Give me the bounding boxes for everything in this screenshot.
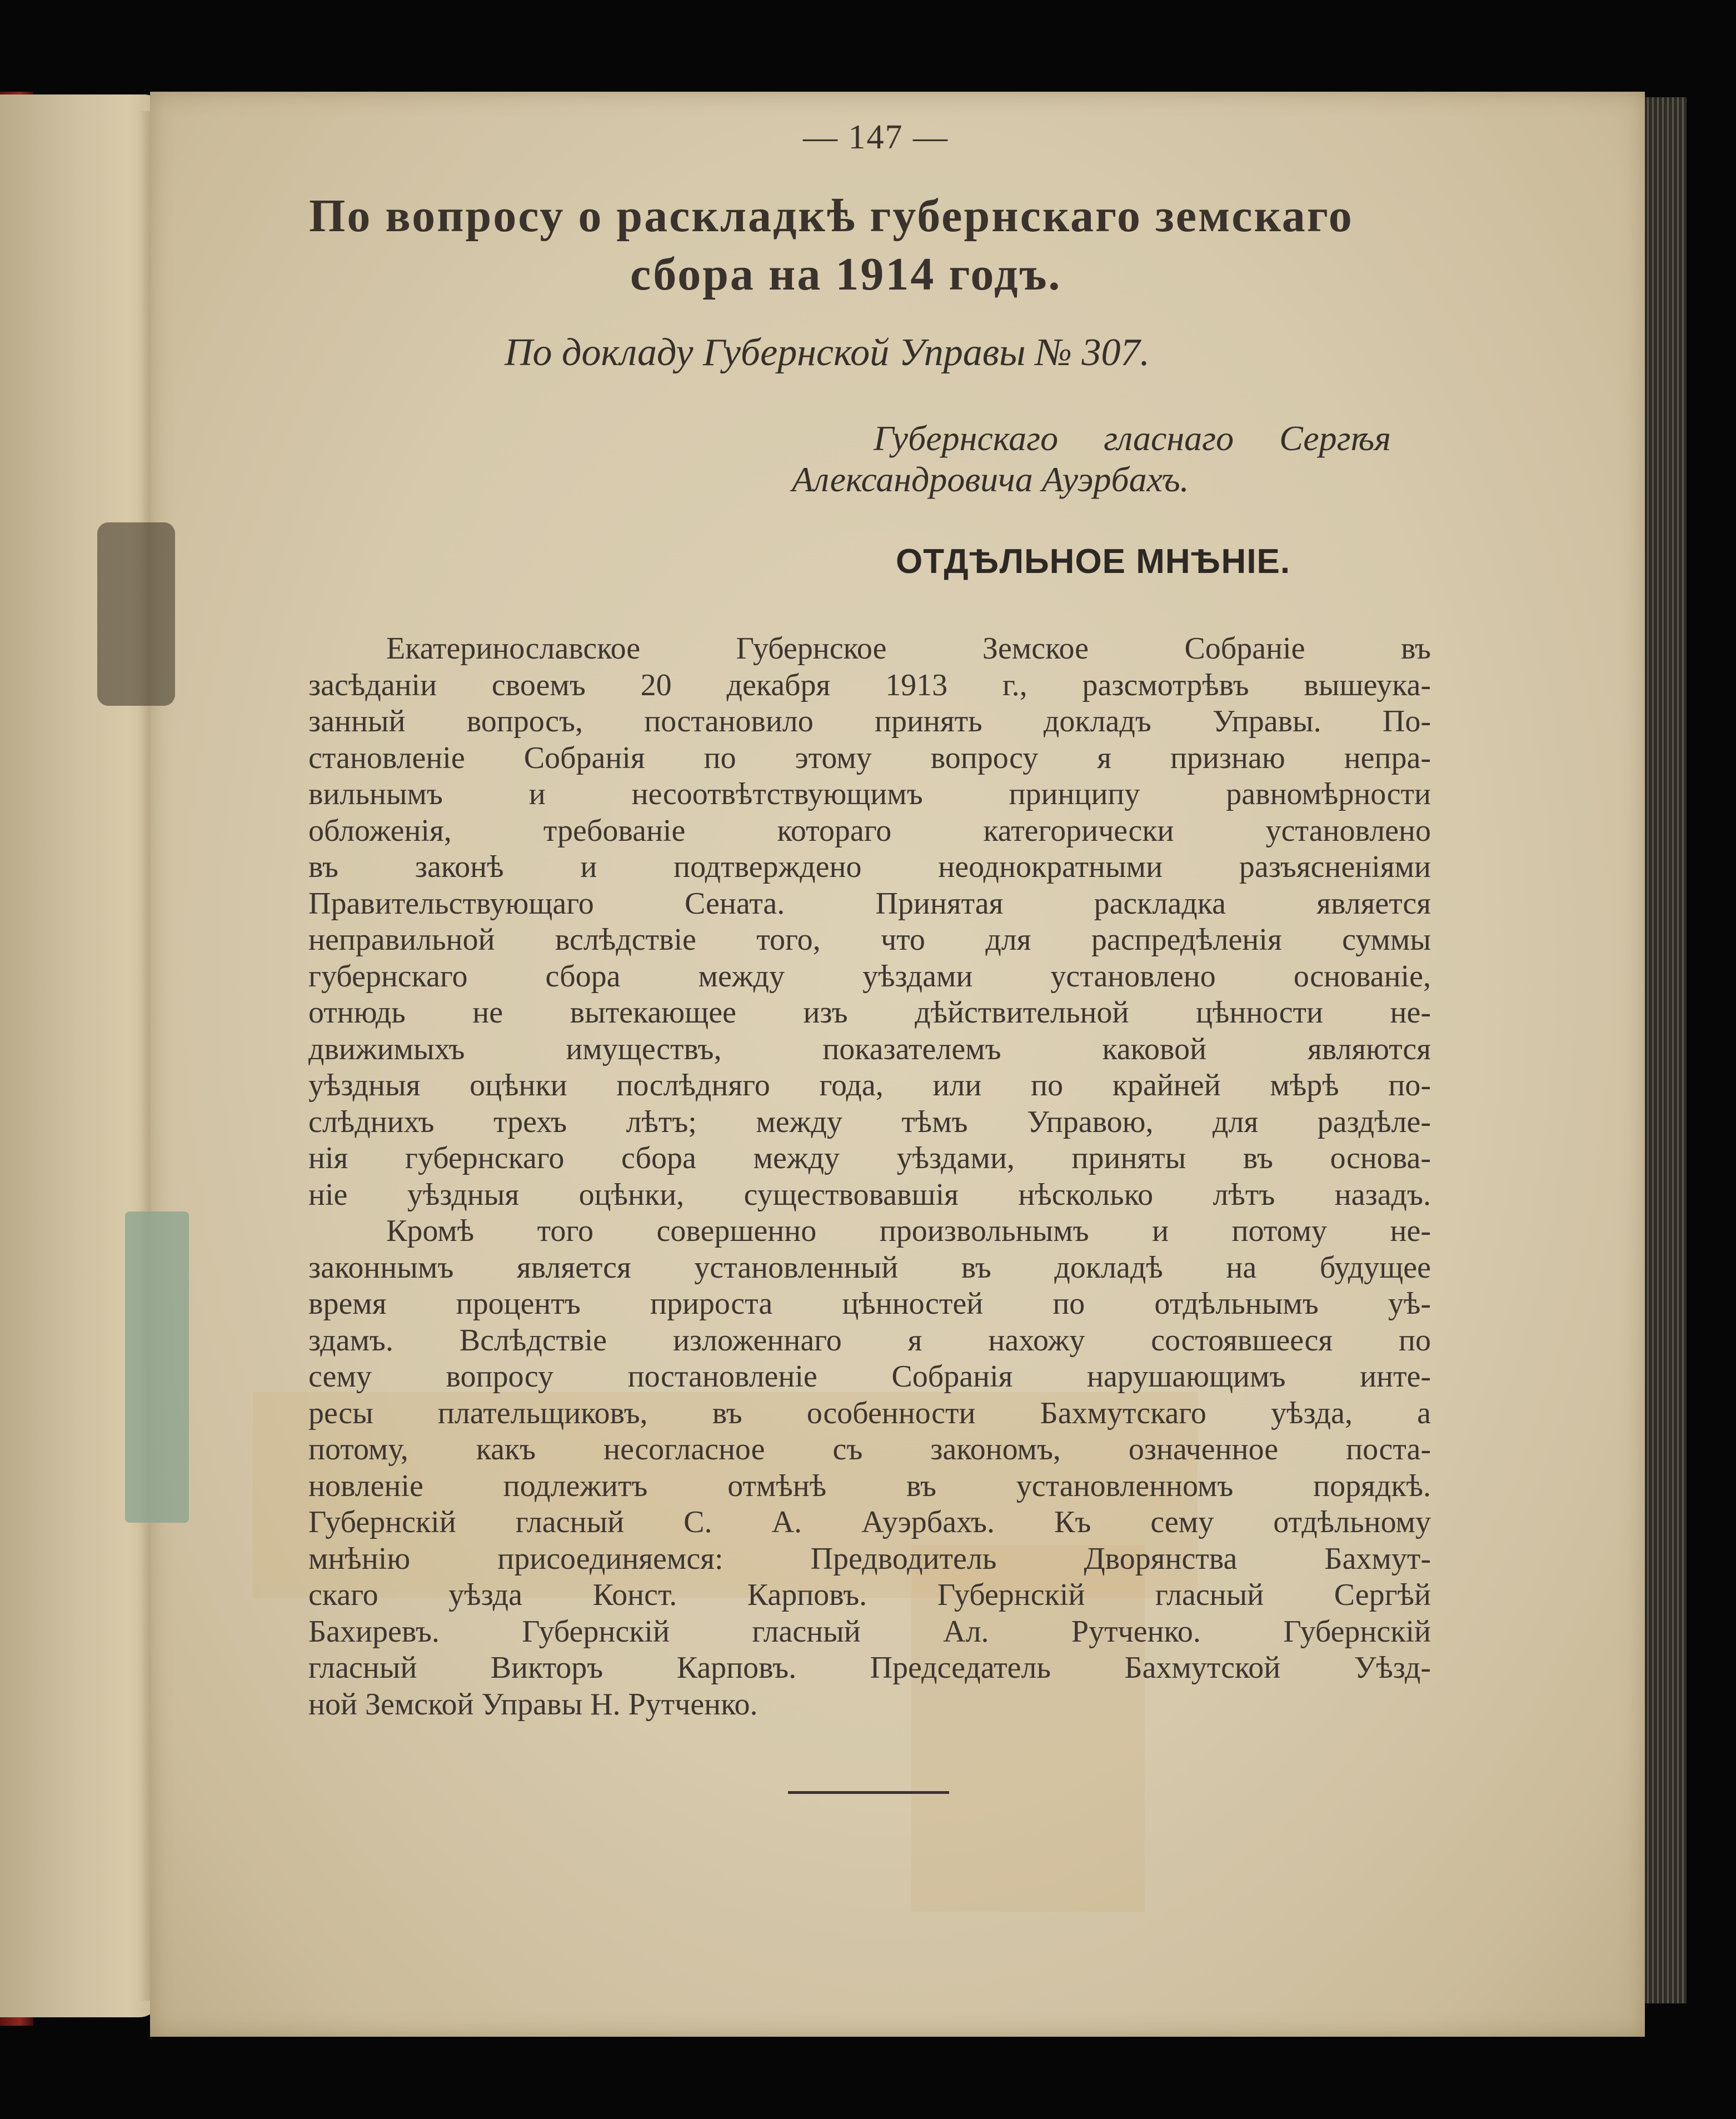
section-heading: ОТДѢЛЬНОЕ МНѢНІЕ.	[896, 542, 1291, 581]
text-line: законнымъ является установленный въ докладѣ на будущее	[308, 1250, 1431, 1285]
text-line: вильнымъ и несоотвѣтствующимъ принципу равномѣрности	[308, 777, 1431, 811]
text-line: время процентъ прироста цѣнностей по отдѣльнымъ уѣ-	[308, 1287, 1431, 1321]
text-line: отнюдь не вытекающее изъ дѣйствительной цѣнности не-	[308, 995, 1431, 1030]
text-line: Бахиревъ. Губернскій гласный Ал. Рутченко. Губернскій	[308, 1614, 1431, 1649]
text-line: губернскаго сбора между уѣздами установлено основаніе,	[308, 959, 1431, 994]
title-line: сбора на 1914 годъ.	[630, 248, 1062, 300]
text-line: ніе уѣздныя оцѣнки, существовавшія нѣсколько лѣтъ назадъ.	[308, 1177, 1431, 1212]
text-line: Кромѣ того совершенно произвольнымъ и потому не-	[386, 1214, 1431, 1248]
text-line: гласный Викторъ Карповъ. Председатель Бахмутской Уѣзд-	[308, 1651, 1431, 1685]
text-line: скаго уѣзда Конст. Карповъ. Губернскій гласный Сергѣй	[308, 1578, 1431, 1612]
title-line: По вопросу о раскладкѣ губернскаго земскаго	[309, 190, 1354, 242]
text-line: мнѣнію присоединяемся: Предводитель Дворянства Бахмут-	[308, 1541, 1431, 1576]
text-line: Правительствующаго Сената. Принятая раскладка является	[308, 886, 1431, 921]
page-number: — 147 —	[803, 118, 949, 156]
text-line: занный вопросъ, постановило принять докладъ Управы. По-	[308, 704, 1431, 739]
text-line: ресы плательщиковъ, въ особенности Бахмутскаго уѣзда, а	[308, 1395, 1431, 1430]
author-line: Александровича Ауэрбахъ.	[792, 460, 1189, 499]
text-line: обложенія, требованіе котораго категорически установлено	[308, 813, 1431, 848]
text-line: потому, какъ несогласное съ закономъ, означенное поста-	[308, 1432, 1431, 1467]
text-line: слѣднихъ трехъ лѣтъ; между тѣмъ Управою, для раздѣле-	[308, 1104, 1431, 1139]
text-line: въ законѣ и подтверждено неоднократными разъясненіями	[308, 850, 1431, 884]
binding-tape	[125, 1211, 189, 1523]
author-line: Губернскаго гласнаго Сергѣя	[874, 418, 1391, 458]
text-line: Губернскій гласный С. А. Ауэрбахъ. Къ сему отдѣльному	[308, 1505, 1431, 1539]
previous-page-edge	[0, 94, 161, 2017]
report-reference: По докладу Губернской Управы № 307.	[505, 331, 1150, 374]
text-line: засѣданіи своемъ 20 декабря 1913 г., разсмотрѣвъ вышеука-	[308, 667, 1431, 702]
text-line: неправильной вслѣдствіе того, что для распредѣленія суммы	[308, 923, 1431, 957]
text-line: здамъ. Вслѣдствіе изложеннаго я нахожу состоявшееся по	[308, 1323, 1431, 1358]
body-text	[308, 631, 1431, 1723]
text-line: Екатеринославское Губернское Земское Собраніе въ	[386, 631, 1431, 666]
binding-remnant	[97, 522, 175, 706]
text-line: нія губернскаго сбора между уѣздами, приняты въ основа-	[308, 1141, 1431, 1175]
text-line: становленіе Собранія по этому вопросу я признаю непра-	[308, 740, 1431, 775]
text-line: движимыхъ имуществъ, показателемъ каковой являются	[308, 1031, 1431, 1066]
text-line: уѣздныя оцѣнки послѣдняго года, или по крайней мѣрѣ по-	[308, 1068, 1431, 1103]
text-line: сему вопросу постановленіе Собранія нарушающимъ инте-	[308, 1359, 1431, 1394]
closing-rule	[788, 1791, 949, 1794]
text-line: новленіе подлежитъ отмѣнѣ въ установленномъ порядкѣ.	[308, 1468, 1431, 1503]
text-line: ной Земской Управы Н. Рутченко.	[308, 1687, 758, 1722]
